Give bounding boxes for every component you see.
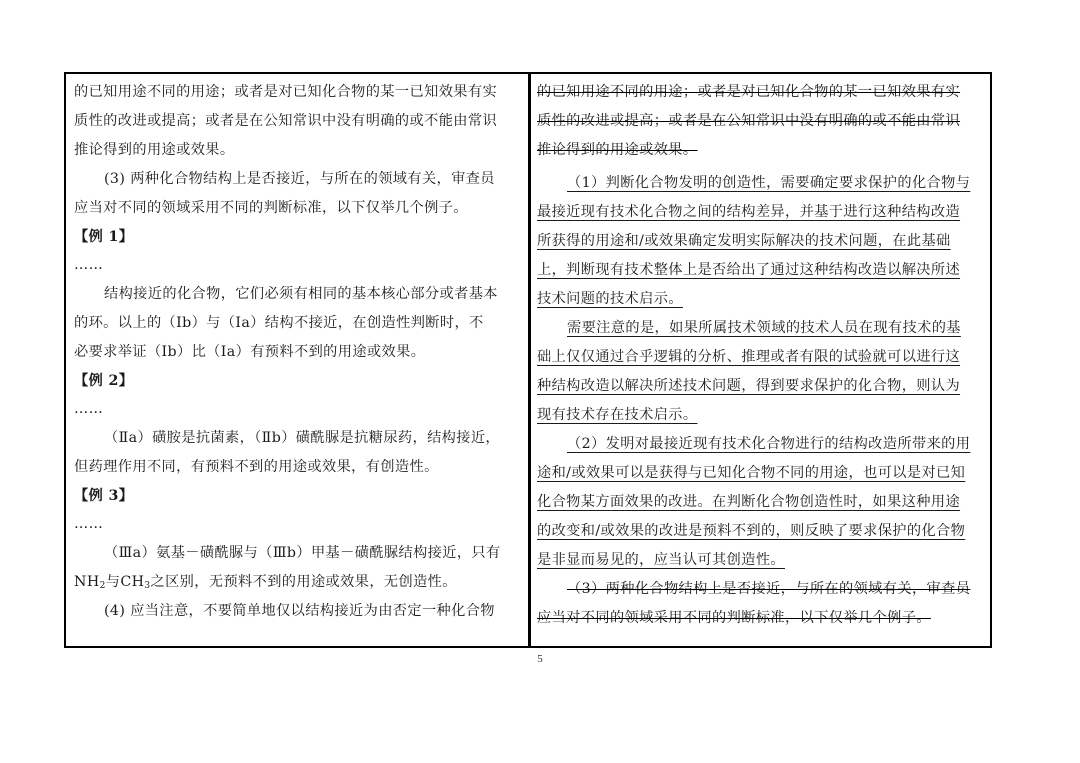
- example-heading: 【例 1】: [74, 229, 134, 245]
- added-text-line: 是非显而易见的，应当认可其创造性。: [537, 552, 785, 568]
- ellipsis: ……: [74, 257, 104, 273]
- revised-text-column: [529, 74, 990, 646]
- example-heading: 【例 3】: [74, 488, 134, 504]
- ellipsis: ……: [74, 516, 104, 532]
- added-text-line: （2）发明对最接近现有技术化合物进行的结构改造所带来的用: [567, 436, 971, 452]
- text-line: (4) 应当注意，不要简单地仅以结构接近为由否定一种化合物: [104, 603, 495, 619]
- text-line: (3) 两种化合物结构上是否接近，与所在的领域有关，审查员: [104, 171, 495, 187]
- text-line: 应当对不同的领域采用不同的判断标准，以下仅举几个例子。: [74, 200, 468, 216]
- deleted-text-line: 推论得到的用途或效果。: [537, 142, 698, 158]
- text-line: 的已知用途不同的用途；或者是对已知化合物的某一已知效果有实: [74, 84, 498, 100]
- added-text-line: （1）判断化合物发明的创造性，需要确定要求保护的化合物与: [567, 175, 971, 191]
- ellipsis: ……: [74, 401, 104, 417]
- added-text-line: 的改变和/或效果的改进是预料不到的，则反映了要求保护的化合物: [537, 523, 966, 539]
- formula-nh2: $NH_2$: [74, 574, 106, 591]
- added-text-line: 技术问题的技术启示。: [537, 291, 683, 307]
- added-text-line: 途和/或效果可以是获得与已知化合物不同的用途，也可以是对已知: [537, 465, 966, 481]
- added-text-line: 础上仅仅通过合乎逻辑的分析、推理或者有限的试验就可以进行这: [537, 349, 961, 365]
- deleted-text-line: 的已知用途不同的用途；或者是对已知化合物的某一已知效果有实: [537, 84, 961, 100]
- text-line: 的环。以上的（Ⅰb）与（Ⅰa）结构不接近，在创造性判断时，不: [74, 315, 484, 331]
- formula-line: $NH_2$与$CH_3$之区别，无预料不到的用途或效果，无创造性。: [74, 574, 457, 591]
- added-text-line: 种结构改造以解决所述技术问题，得到要求保护的化合物，则认为: [537, 378, 961, 394]
- text-line: 质性的改进或提高；或者是在公知常识中没有明确的或不能由常识: [74, 113, 498, 129]
- original-text-column: [66, 74, 529, 646]
- text-line: （Ⅲa）氨基－磺酰脲与（Ⅲb）甲基－磺酰脲结构接近，只有: [104, 545, 501, 561]
- comparison-table: [64, 72, 992, 648]
- added-text-line: 需要注意的是，如果所属技术领域的技术人员在现有技术的基: [567, 320, 961, 336]
- text-line: 但药理作用不同，有预料不到的用途或效果，有创造性。: [74, 459, 439, 475]
- deleted-text-line: 质性的改进或提高；或者是在公知常识中没有明确的或不能由常识: [537, 113, 961, 129]
- formula-ch3: $CH_3$: [120, 574, 151, 591]
- added-text-line: 现有技术存在技术启示。: [537, 407, 698, 423]
- text-line: 必要求举证（Ib）比（Ia）有预料不到的用途或效果。: [74, 344, 426, 360]
- added-text-line: 上，判断现有技术整体上是否给出了通过这种结构改造以解决所述: [537, 262, 961, 278]
- example-heading: 【例 2】: [74, 373, 134, 389]
- page-number: 5: [537, 653, 543, 665]
- deleted-text-line: （3）两种化合物结构上是否接近，与所在的领域有关，审查员: [567, 581, 971, 597]
- text-line: 结构接近的化合物，它们必须有相同的基本核心部分或者基本: [104, 286, 498, 302]
- added-text-line: 最接近现有技术化合物之间的结构差异，并基于进行这种结构改造: [537, 204, 961, 220]
- added-text-line: 所获得的用途和/或效果确定发明实际解决的技术问题，在此基础: [537, 233, 951, 249]
- added-text-line: 化合物某方面效果的改进。在判断化合物创造性时，如果这种用途: [537, 494, 961, 510]
- deleted-text-line: 应当对不同的领域采用不同的判断标准，以下仅举几个例子。: [537, 610, 931, 626]
- text-line: （Ⅱa）磺胺是抗菌素，（Ⅱb）磺酰脲是抗糖尿药，结构接近，: [104, 430, 501, 446]
- text-line: 推论得到的用途或效果。: [74, 142, 235, 158]
